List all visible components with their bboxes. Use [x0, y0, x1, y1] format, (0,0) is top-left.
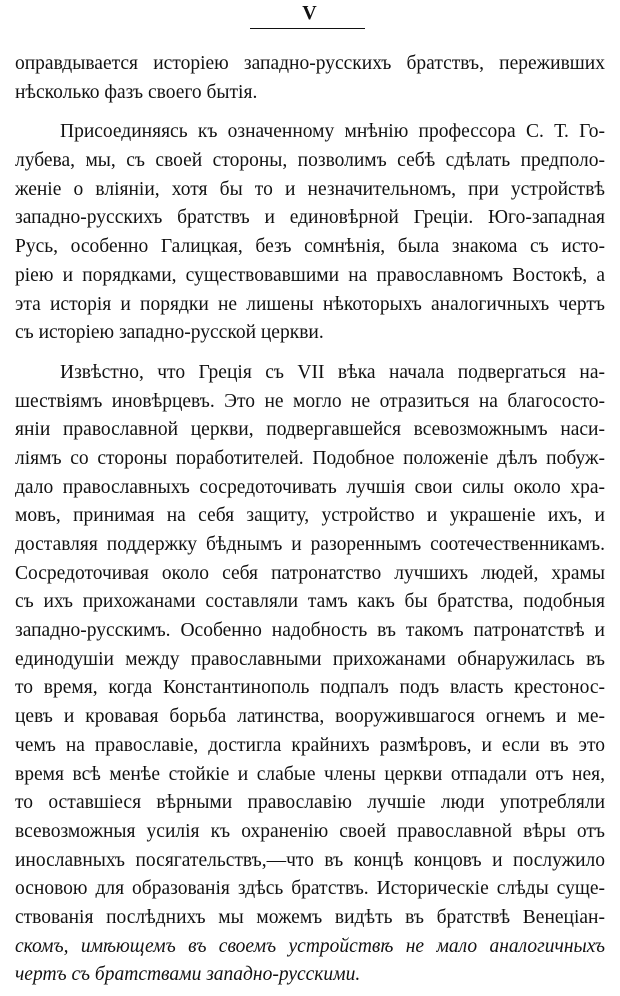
text-line: доставляя поддержку бѣднымъ и разореннымъ соотечественникамъ.	[15, 534, 605, 555]
text-line: скомъ, имѣющемъ въ своемъ устройствѣ не мало аналогичныхъ	[15, 935, 605, 957]
text-line: шествіямъ иновѣрцевъ. Это не могло не отразиться на благососто-	[15, 390, 605, 412]
page-header	[0, 0, 620, 40]
text-line: мовъ, принимая на себя защиту, устройство и украшеніе ихъ, и	[15, 505, 605, 527]
text-line: то время, когда Константинополь подпалъ подъ власть крестонос-	[15, 677, 605, 699]
text-line: всевозможныя усилія къ охраненію своей православной вѣры отъ	[15, 820, 605, 842]
text-line: ліямъ со стороны поработителей. Подобное положеніе дѣлъ побуж-	[15, 447, 605, 469]
text-line: яніи православной церкви, подвергавшейся всевозможнымъ наси-	[15, 419, 605, 441]
text-line: оправдывается исторіею западно-русскихъ братствъ, переживших	[15, 53, 605, 74]
text-line: Извѣстно, что Греція съ VII вѣка начала подвергаться на-	[60, 361, 605, 383]
text-line: съ ихъ прихожанами составляли тамъ какъ бы братства, подобныя	[15, 591, 605, 613]
text-line: ріею и порядками, существовавшими на православномъ Востокѣ, а	[15, 264, 605, 286]
text-line: ствованія послѣднихъ мы можемъ видѣть въ братствѣ Венеціан-	[15, 906, 605, 928]
text-line: съ исторіею западно-русской церкви.	[15, 322, 324, 344]
text-line: инославныхъ посягательствъ,—что въ концѣ концовъ и послужило	[15, 849, 605, 871]
text-line: нѣсколько фазъ своего бытія.	[15, 81, 258, 103]
text-line: чертъ съ братствами западно-русскими.	[15, 964, 361, 986]
text-line: западно-русскимъ. Особенно надобность въ такомъ патронатствѣ и	[15, 620, 605, 642]
text-line: женіе о вліяніи, хотя бы то и незначительномъ, при устройствѣ	[15, 178, 605, 200]
text-line: западно-русскихъ братствъ и единовѣрной Греціи. Юго-западная	[15, 207, 605, 229]
text-line: лубева, мы, съ своей стороны, позволимъ себѣ сдѣлать предполо-	[15, 150, 605, 172]
text-line: единодушіи между православными прихожанами обнаружилась въ	[15, 648, 605, 670]
text-line: то оставшіеся вѣрными православію лучшіе люди употребляли	[15, 792, 605, 814]
text-line: цевъ и кровавая борьба латинства, вооружившагося огнемъ и ме-	[15, 706, 605, 728]
page-number: V	[302, 2, 318, 24]
text-line: основою для образованія здѣсь братствъ. Историческіе слѣды суще-	[15, 878, 605, 900]
header-rule	[250, 28, 365, 29]
text-line: Русь, особенно Галицкая, безъ сомнѣнія, была знакома съ исто-	[15, 236, 605, 258]
text-line: Присоединяясь къ означенному мнѣнію профессора С. Т. Го-	[60, 121, 605, 143]
text-line: время всѣ менѣе стойкіе и слабые члены церкви отпадали отъ нея,	[15, 763, 605, 785]
text-line: Сосредоточивая около себя патронатство лучшихъ людей, храмы	[15, 562, 605, 584]
text-line: чемъ на православіе, достигла крайнихъ размѣровъ, и если въ это	[15, 734, 605, 756]
text-line: эта исторія и порядки не лишены нѣкоторыхъ аналогичныхъ чертъ	[15, 293, 605, 315]
text-line: дало православныхъ сосредоточивать лучшія свои силы около хра-	[15, 476, 605, 498]
